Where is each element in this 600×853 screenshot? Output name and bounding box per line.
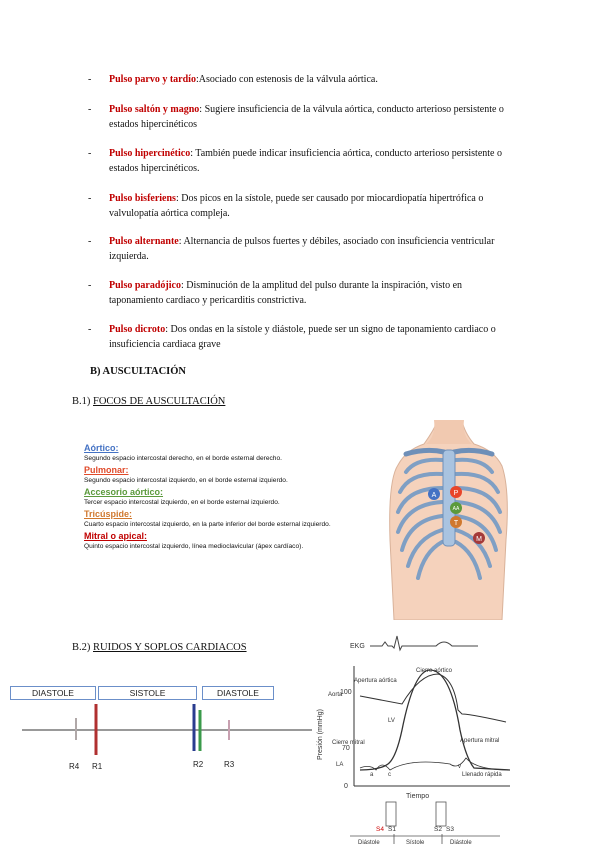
label-la: LA — [336, 762, 344, 768]
auscultation-foci-figure — [76, 420, 516, 620]
y-tick-70: 70 — [342, 745, 350, 752]
subsection-number: B.2) — [72, 642, 91, 653]
bullet-item — [88, 72, 508, 87]
bullet-item — [88, 191, 508, 221]
label-s2: S2 — [434, 826, 442, 833]
phase-diastole-1: Diástole — [358, 840, 380, 846]
marker-label: AA — [452, 506, 460, 512]
subsection-heading-b1 — [72, 396, 225, 407]
bullet-dash: - — [88, 148, 92, 159]
marker-label: M — [476, 536, 482, 543]
timeline-lines — [10, 682, 312, 782]
phase-diastole-2: Diástole — [450, 840, 472, 846]
focus-desc: Cuarto espacio intercostal izquierdo, en la parte inferior del borde esternal izquierdo. — [84, 521, 331, 528]
label-aorta: Aorta — [328, 692, 343, 698]
bullet-text: : Dos picos en la sístole, puede ser causado por miocardiopatía hipertrófica o valvulopatía aórtica compleja. — [109, 193, 484, 219]
wave-c: c — [388, 772, 391, 778]
marker-label: T — [453, 520, 459, 527]
la-pressure-curve — [360, 758, 510, 770]
bullet-item — [88, 102, 508, 132]
bullet-dash: - — [88, 280, 92, 291]
bullet-term: Pulso dicroto — [109, 324, 166, 335]
ekg-label: EKG — [350, 643, 365, 650]
bullet-term: Pulso parvo y tardío — [109, 74, 196, 85]
bullet-text: :Asociado con estenosis de la válvula aórtica. — [195, 74, 378, 85]
x-axis-label: Tiempo — [406, 793, 430, 800]
marker-label: P — [453, 490, 459, 497]
label-s3: S3 — [446, 826, 454, 833]
bullet-item — [88, 146, 508, 176]
bullet-item — [88, 322, 508, 352]
phase-sistole: Sístole — [406, 840, 425, 846]
focus-name: Accesorio aórtico: — [84, 487, 164, 497]
label-apertura-mitral: Apertura mitral — [460, 738, 500, 744]
chest-illustration — [376, 420, 516, 620]
sound-label-r4: R4 — [69, 762, 80, 771]
bullet-text: : Dos ondas en la sístole y diástole, puede ser un signo de taponamiento cardiaco o insuficiencia cardiaca grave — [109, 324, 496, 350]
bullet-text: : Alternancia de pulsos fuertes y débiles, asociado con insuficiencia ventricular izquierda. — [109, 236, 495, 262]
focus-desc: Segundo espacio intercostal izquierdo, en el borde esternal izquierdo. — [84, 477, 288, 484]
bullet-item — [88, 234, 508, 264]
bullet-term: Pulso saltón y magno — [109, 104, 200, 115]
pcg-s2-box — [436, 802, 446, 826]
focus-name: Mitral o apical: — [84, 531, 148, 541]
focus-name: Aórtico: — [84, 443, 119, 453]
label-apertura-aortica: Apertura aórtica — [354, 678, 397, 684]
y-axis-label: Presión (mmHg) — [317, 709, 324, 760]
bullet-dash: - — [88, 74, 92, 85]
section-heading: B) AUSCULTACIÓN — [90, 366, 186, 377]
subsection-heading-b2 — [72, 642, 247, 653]
bullet-text: : Sugiere insuficiencia de la válvula aórtica, conducto arterioso persistente o estados hipercinéticos — [109, 104, 504, 130]
sound-label-r1: R1 — [92, 762, 103, 771]
bullet-term: Pulso hipercinético — [109, 148, 191, 159]
y-tick-0: 0 — [344, 783, 348, 790]
wave-a: a — [370, 772, 374, 778]
phase-box-diastole: DIASTOLE — [10, 686, 96, 700]
y-tick-100: 100 — [340, 689, 352, 696]
label-lv: LV — [388, 718, 395, 724]
focus-name: Pulmonar: — [84, 465, 129, 475]
heart-sounds-timeline — [10, 682, 312, 782]
subsection-title: FOCOS DE AUSCULTACIÓN — [93, 396, 226, 407]
wiggers-svg — [310, 630, 540, 848]
bullet-term: Pulso paradójico — [109, 280, 181, 291]
foci-list — [84, 442, 354, 552]
bullet-dash: - — [88, 324, 92, 335]
focus-desc: Tercer espacio intercostal izquierdo, en el borde esternal izquierdo. — [84, 499, 280, 506]
label-s4: S4 — [376, 826, 384, 833]
focus-desc: Segundo espacio intercostal derecho, en el borde esternal derecho. — [84, 455, 282, 462]
bullet-item — [88, 278, 508, 308]
wave-v: v — [458, 764, 461, 770]
subsection-title: RUIDOS Y SOPLOS CARDIACOS — [93, 642, 247, 653]
label-llenado: Llenado rápida — [462, 772, 502, 778]
bullet-term: Pulso bisferiens — [109, 193, 176, 204]
bullet-text: : Disminución de la amplitud del pulso durante la inspiración, visto en taponamiento cardiaco y pericarditis constrictiva. — [109, 280, 463, 306]
label-cierre-aortico: Cierre aórtico — [416, 668, 453, 674]
phase-box-systole: SISTOLE — [98, 686, 197, 700]
focus-name: Tricúspide: — [84, 509, 133, 519]
phase-box-diastole: DIASTOLE — [202, 686, 274, 700]
sound-label-r2: R2 — [193, 760, 204, 769]
subsection-number: B.1) — [72, 396, 91, 407]
bullet-term: Pulso alternante — [109, 236, 179, 247]
wiggers-diagram — [310, 630, 540, 848]
label-s1: S1 — [388, 826, 396, 833]
lv-pressure-curve — [360, 670, 510, 770]
pcg-s1-box — [386, 802, 396, 826]
bullet-dash: - — [88, 236, 92, 247]
ekg-trace — [370, 636, 478, 650]
label-cierre-mitral: Cierre mitral — [332, 740, 365, 746]
marker-label: A — [431, 492, 437, 499]
bullet-dash: - — [88, 104, 92, 115]
focus-desc: Quinto espacio intercostal izquierdo, línea medioclavicular (ápex cardíaco). — [84, 543, 304, 550]
bullet-dash: - — [88, 193, 92, 204]
sound-label-r3: R3 — [224, 760, 235, 769]
bullet-text: : También puede indicar insuficiencia aórtica, conducto arterioso persistente o estados hipercinéticos. — [109, 148, 502, 174]
sternum — [443, 450, 455, 546]
